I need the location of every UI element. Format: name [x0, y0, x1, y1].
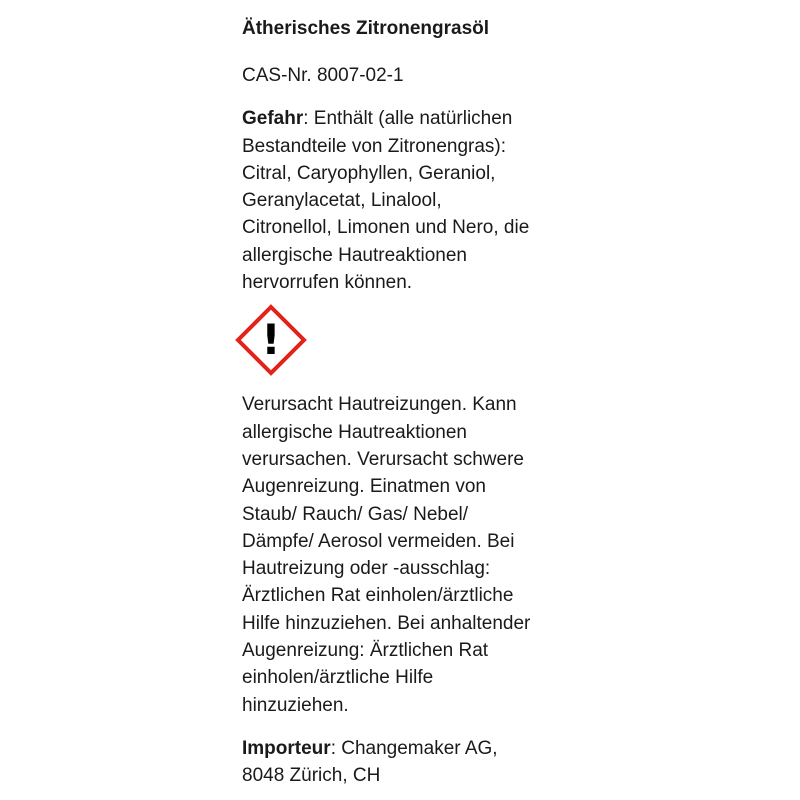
pictogram-symbol: !: [261, 315, 281, 365]
danger-section: [242, 105, 572, 296]
importer-line: [242, 735, 572, 762]
hazard-line: Augenreizung. Einatmen von: [242, 476, 486, 498]
importer-line: 8048 Zürich, CH: [242, 765, 381, 787]
hazard-line: einholen/ärztliche Hilfe: [242, 667, 434, 689]
label-text-block: [242, 14, 572, 790]
danger-line: Citronellol, Limonen und Nero, die: [242, 217, 530, 239]
danger-line: allergische Hautreaktionen: [242, 244, 467, 266]
hazard-line: Hautreizung oder -ausschlag:: [242, 558, 491, 580]
danger-line-text: : Enthält (alle natürlichen: [303, 108, 513, 130]
hazard-line: Augenreizung: Ärztlichen Rat: [242, 640, 489, 662]
danger-label: Gefahr: [242, 108, 304, 130]
danger-line: Geranylacetat, Linalool,: [242, 190, 442, 212]
importer-section: [242, 735, 572, 790]
hazard-line: Ärztlichen Rat einholen/ärztliche: [242, 585, 514, 607]
danger-line: Citral, Caryophyllen, Geraniol,: [242, 162, 496, 184]
hazard-line: verursachen. Verursacht schwere: [242, 448, 524, 470]
ghs-exclamation-mark-icon: [235, 304, 307, 376]
cas-number: CAS-Nr. 8007-02-1: [242, 65, 404, 86]
product-title: Ätherisches Zitronengrasöl: [242, 18, 490, 39]
hazard-line: Hilfe hinzuziehen. Bei anhaltender: [242, 612, 531, 634]
importer-label: Importeur: [242, 737, 331, 759]
danger-line: [242, 105, 572, 132]
hazard-line: Verursacht Hautreizungen. Kann: [242, 394, 517, 416]
hazard-line: Staub/ Rauch/ Gas/ Nebel/: [242, 503, 469, 525]
danger-line: hervorrufen können.: [242, 272, 413, 294]
danger-line: Bestandteile von Zitronengras):: [242, 135, 507, 157]
hazard-line: Dämpfe/ Aerosol vermeiden. Bei: [242, 530, 515, 552]
hazard-line: allergische Hautreaktionen: [242, 421, 467, 443]
hazard-line: hinzuziehen.: [242, 694, 349, 716]
hazard-statements: [242, 391, 572, 719]
importer-line-text: : Changemaker AG,: [330, 737, 498, 759]
